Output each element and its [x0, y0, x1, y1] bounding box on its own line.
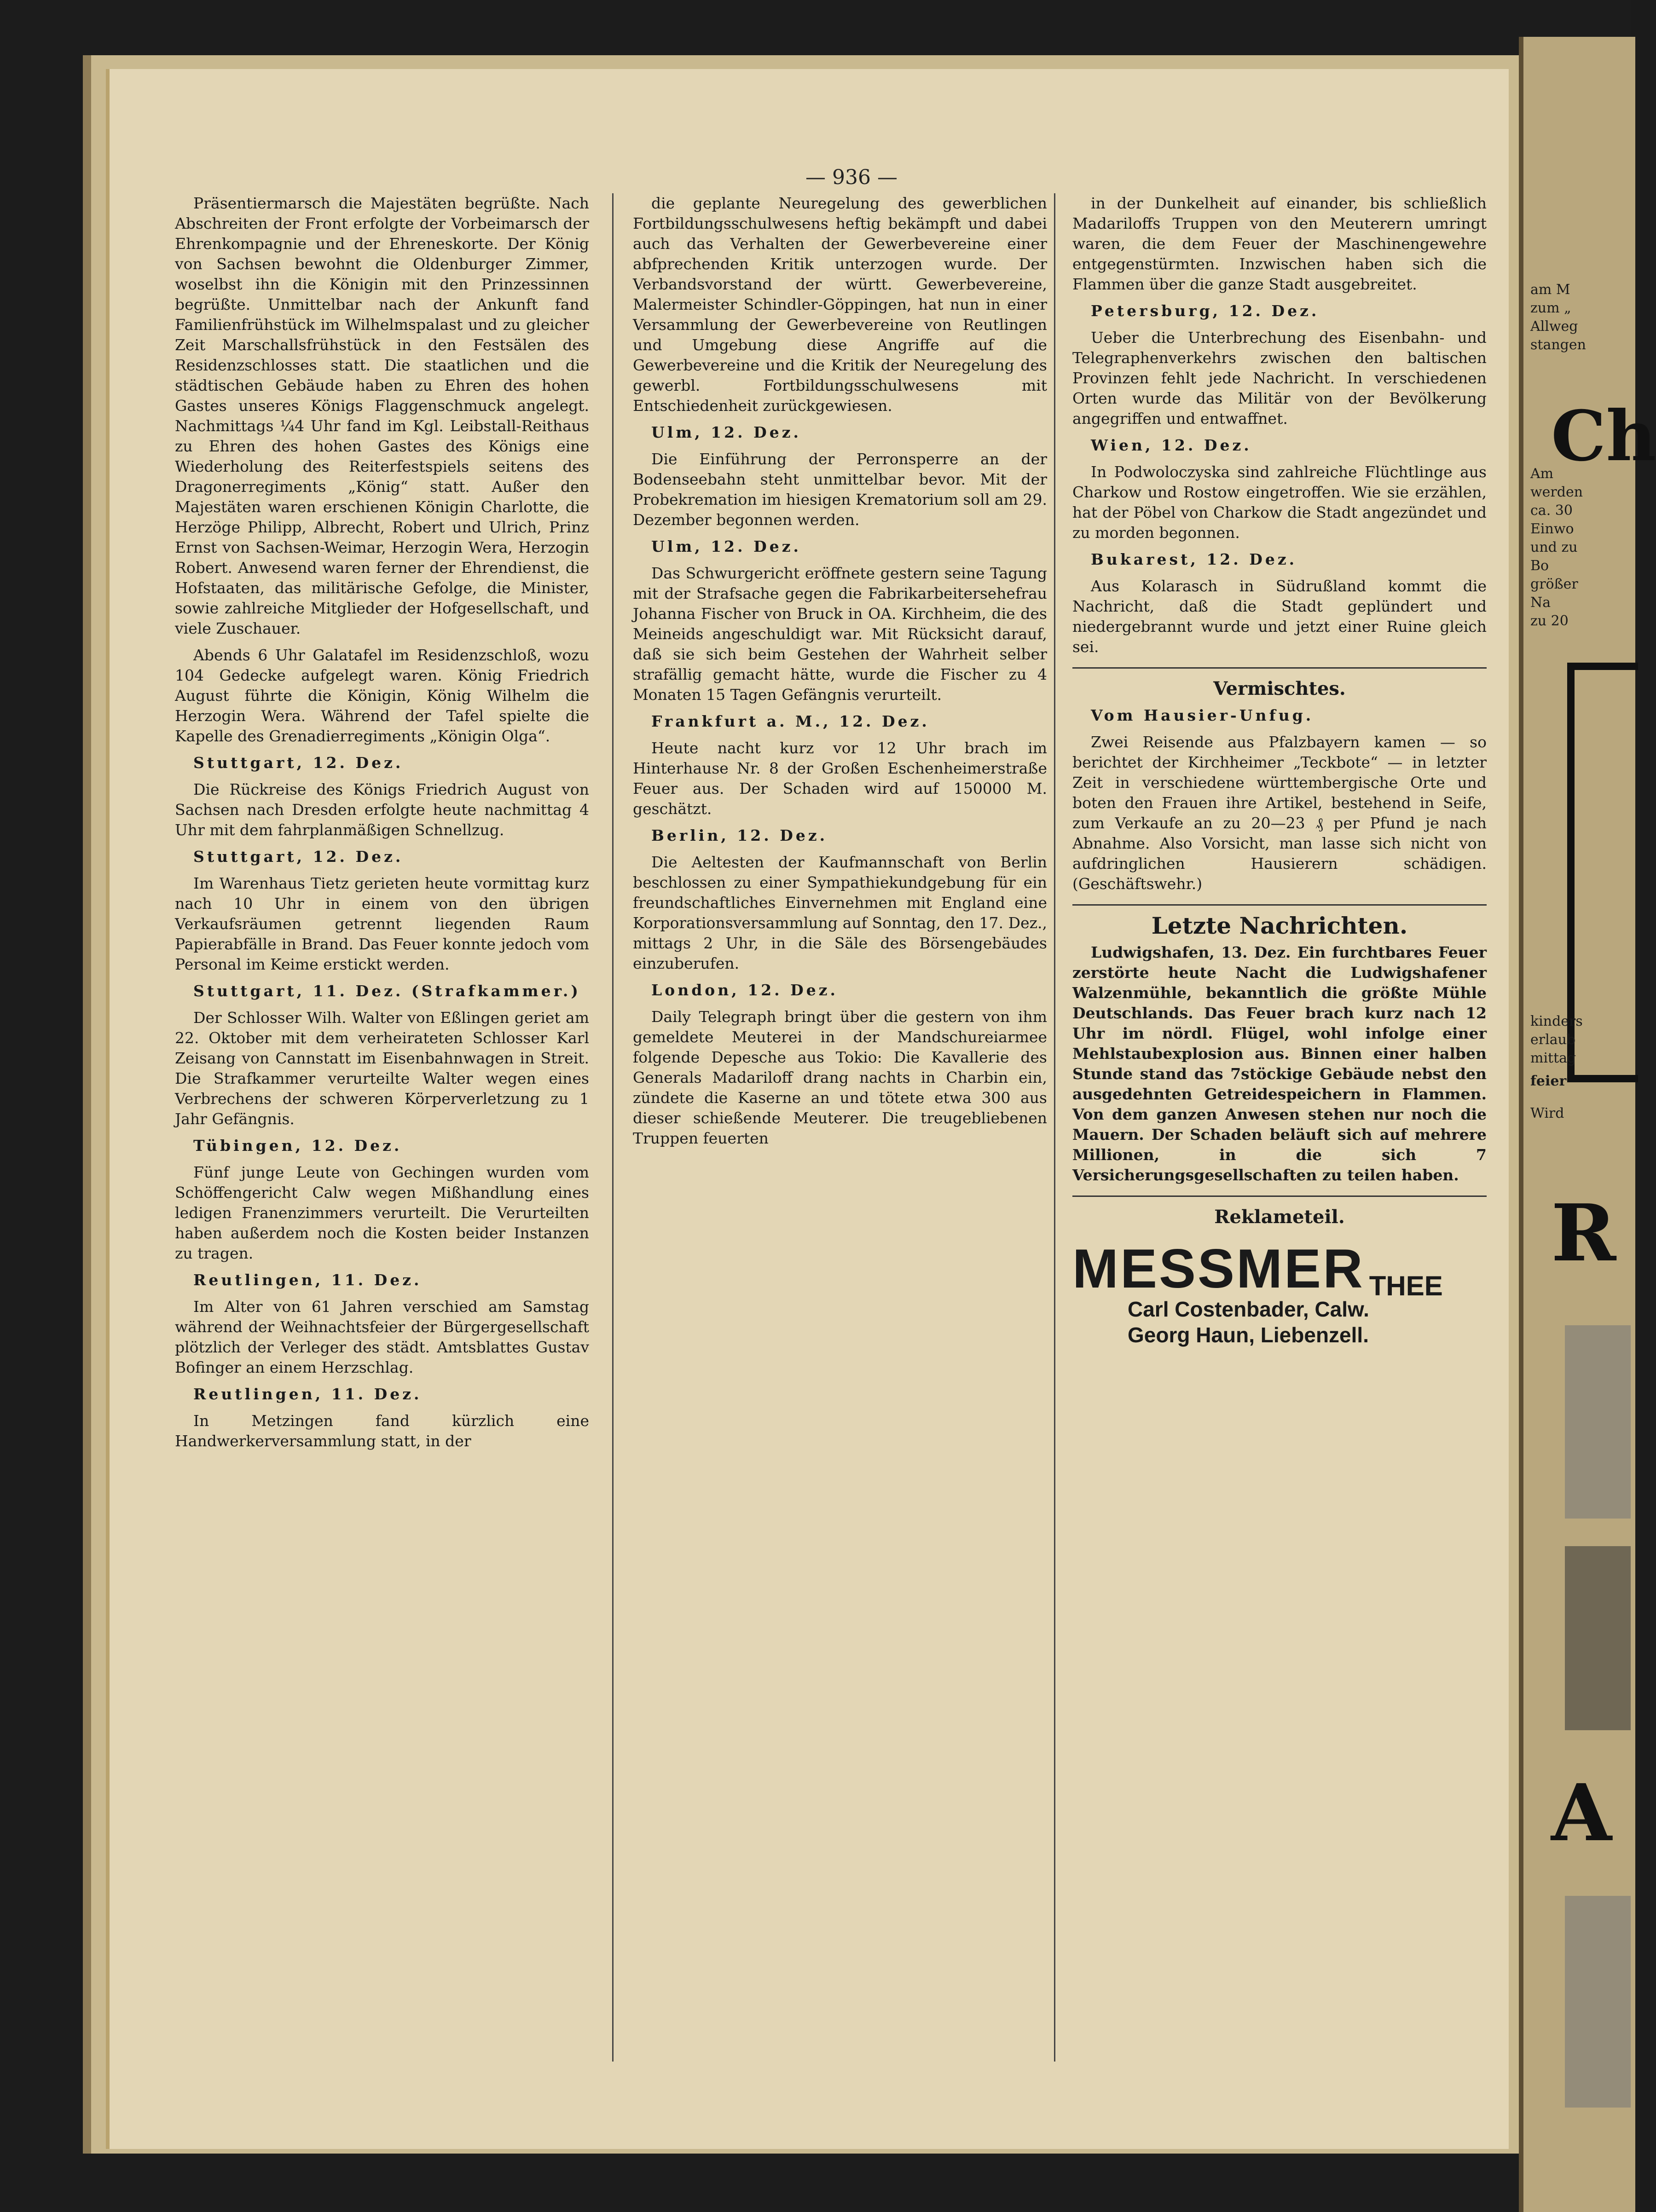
margin-big-letter: A — [1551, 1767, 1612, 1859]
article-paragraph: In Podwoloczyska sind zahlreiche Flüchtlinge aus Charkow und Rostow eingetroffen. Wie sie erzählen, hat der Pöbel von Charkow die Stadt angezündet und zu morden begonnen. — [1072, 463, 1487, 542]
article-paragraph: Die Einführung der Perronsperre an der Bodenseebahn steht unmittelbar bevor. Mit der Probekremation im hiesigen Krematorium soll am 29. Dezember begonnen werden. — [633, 450, 1047, 529]
article-dateline: Wien, 12. Dez. — [1091, 436, 1252, 454]
article-dateline: Vom Hausier-Unfug. — [1091, 706, 1314, 724]
section-divider — [1072, 1196, 1487, 1197]
ad-dealer-2: Georg Haun, Liebenzell. — [1128, 1323, 1369, 1347]
margin-snippet: größer — [1530, 576, 1578, 592]
margin-snippet: werden — [1530, 484, 1583, 500]
article-paragraph: Daily Telegraph bringt über die gestern von ihm gemeldete Meuterei in der Mandschureiarmee folgende Depesche aus Tokio: Die Kavallerie des Generals Madariloff drang nachts in Charbin ein, zündete die Kaserne an und tötete etwa 300 aus dieser schießende Meuterer. Die treugebliebenen Truppen feuerten — [633, 1008, 1047, 1147]
margin-snippet: und zu — [1530, 539, 1578, 555]
article-paragraph: In Metzingen fand kürzlich eine Handwerkerversammlung statt, in der — [175, 1412, 589, 1450]
article-paragraph: Die Aeltesten der Kaufmannschaft von Berlin beschlossen zu einer Sympathiekundgebung für ein freundschaftliches Einvernehmen mit England eine Korporationsversammlung auf Sonntag, den 17. Dez., mittags 2 Uhr, in die Säle des Börsengebäudes einzuberufen. — [633, 853, 1047, 972]
margin-snippet: kinders — [1530, 1013, 1583, 1029]
column-rule-1 — [612, 193, 614, 2062]
article-paragraph: Im Warenhaus Tietz gerieten heute vormittag kurz nach 10 Uhr in einem von den übrigen Verkaufsräumen getrennt liegenden Raum Papierabfälle in Brand. Das Feuer konnte jedoch vom Personal im Keime erstickt werden. — [175, 874, 589, 973]
margin-snippet: zu 20 — [1530, 613, 1569, 629]
article-paragraph: die geplante Neuregelung des gewerblichen Fortbildungsschulwesens heftig bekämpft und dabei auch das Verhalten der Gewerbevereine einer abfprechenden Kritik unterzogen wurde. Der Verbandsvorstand der württ. Gewerbevereine, Malermeister Schindler-Göppingen, hat nun in einer Versammlung der Gewerbevereine von Reutlingen und Umgebung diese Angriffe auf die Gewerbevereine und die Kritik der Neuregelung des gewerbl. Fortbildungsschulwesens mit Entschiedenheit zurückgewiesen. — [633, 194, 1047, 415]
iron-cross-illustration — [1565, 1546, 1631, 1730]
article-paragraph: Das Schwurgericht eröffnete gestern seine Tagung mit der Strafsache gegen die Fabrikarbeitersehefrau Johanna Fischer von Bruck in OA. Kirchheim, die des Meineids angeschuldigt war. Mit Rücksicht darauf, daß sie sich beim Gestehen der Wahrheit selber strafällig gemacht hätte, wurde die Fischer zu 4 Monaten 15 Tagen Gefängnis verurteilt. — [633, 564, 1047, 704]
ad-brand-suffix: THEE — [1369, 1271, 1443, 1301]
margin-big-letter: Ch — [1551, 396, 1656, 477]
margin-snippet: stangen — [1530, 337, 1586, 353]
article-paragraph: Aus Kolarasch in Südrußland kommt die Nachricht, daß die Stadt geplündert und niedergebrannt wurde und jetzt einer Ruine gleich sei. — [1072, 577, 1487, 656]
margin-snippet: erlaub — [1530, 1032, 1576, 1048]
article-paragraph: Heute nacht kurz vor 12 Uhr brach im Hinterhause Nr. 8 der Großen Eschenheimerstraße Feuer aus. Der Schaden wird auf 150000 M. geschätzt. — [633, 739, 1047, 818]
section-divider — [1072, 667, 1487, 669]
article-paragraph: Im Alter von 61 Jahren verschied am Samstag während der Weihnachtsfeier der Bürgergesellschaft plötzlich der Verleger des städt. Amtsblattes Gustav Bofinger an einem Herzschlag. — [175, 1298, 589, 1376]
margin-snippet: Einwo — [1530, 521, 1574, 537]
column-rule-2 — [1054, 193, 1055, 2062]
column-2 — [633, 193, 1047, 1155]
article-dateline: Bukarest, 12. Dez. — [1091, 550, 1297, 568]
article-paragraph: Ueber die Unterbrechung des Eisenbahn- und Telegraphenverkehrs zwischen den baltischen Provinzen fehlt jede Nachricht. In verschiedenen Orten wurde das Militär von der Bevölkerung angegriffen und entwaffnet. — [1072, 329, 1487, 427]
adjacent-page — [1519, 37, 1635, 2212]
messmer-advertisement — [1072, 1238, 1487, 1348]
article-dateline: Stuttgart, 11. Dez. (Strafkammer.) — [193, 982, 581, 1000]
article-paragraph: Die Rückreise des Königs Friedrich August von Sachsen nach Dresden erfolgte heute nachmittag 4 Uhr mit dem fahrplanmäßigen Schnellzug. — [175, 780, 589, 839]
margin-big-letter: R — [1551, 1187, 1616, 1279]
margin-snippet: Allweg — [1530, 318, 1578, 335]
margin-snippet: zum „ — [1530, 300, 1571, 316]
ad-dealer-1: Carl Costenbader, Calw. — [1128, 1297, 1369, 1321]
section-divider — [1072, 904, 1487, 906]
article-dateline: Ulm, 12. Dez. — [651, 423, 801, 441]
margin-snippet: am M — [1530, 282, 1570, 298]
article-dateline: Berlin, 12. Dez. — [651, 826, 828, 844]
ad-brand: MESSMER — [1072, 1238, 1365, 1299]
margin-snippet: Na — [1530, 595, 1551, 611]
article-paragraph: Zwei Reisende aus Pfalzbayern kamen — so berichtet der Kirchheimer „Teckbote“ — in letzter Zeit in verschiedene württembergische Orte und boten den Frauen ihre Artikel, bestehend in Seife, zum Verkaufe an zu 20—23 ₰ per Pfund je nach Abnahme. Also Vorsicht, man lasse sich nicht von aufdringlichen Hausierern schädigen. (Geschäftswehr.) — [1072, 733, 1487, 893]
article-paragraph: Fünf junge Leute von Gechingen wurden vom Schöffengericht Calw wegen Mißhandlung eines ledigen Franenzimmers verurteilt. Die Verurteilten haben außerdem noch die Kosten beider Instanzen zu tragen. — [175, 1163, 589, 1262]
margin-snippet: feier — [1530, 1073, 1567, 1089]
margin-snippet: Bo — [1530, 558, 1549, 574]
column-3 — [1072, 193, 1487, 1348]
article-paragraph: Präsentiermarsch die Majestäten begrüßte. Nach Abschreiten der Front erfolgte der Vorbeimarsch der Ehrenkompagnie und der Ehreneskorte. Der König von Sachsen bewohnt die Oldenburger Zimmer, woselbst ihn die Königin mit den Prinzessinnen begrüßte. Unmittelbar nach der Ankunft fand Familienfrühstück im Wilhelmspalast und zu gleicher Zeit Marschallsfrühstück in den Festsälen des Residenzschlosses statt. Die staatlichen und die städtischen Gebäude haben zu Ehren des hohen Gastes unseres Königs Flaggenschmuck angelegt. Nachmittags ¼4 Uhr fand im Kgl. Leibstall-Reithaus zu Ehren des hohen Gastes des Königs eine Wiederholung des Reiterfestspiels seitens des Dragonerregiments „König“ statt. Außer den Majestäten waren erschienen Königin Charlotte, die Herzöge Philipp, Albrecht, Robert und Ulrich, Prinz Ernst von Sachsen-Weimar, Herzogin Wera, Herzogin Robert. Anwesend waren ferner der Ehrendienst, die Hofstaaten, das militärische Gefolge, die Minister, sowie zahlreiche Mitglieder der Hofgesellschaft, und viele Zuschauer. — [175, 194, 589, 637]
article-dateline: Reutlingen, 11. Dez. — [193, 1385, 422, 1403]
bold-article-paragraph: Ludwigshafen, 13. Dez. Ein furchtbares Feuer zerstörte heute Nacht die Ludwigshafener Walzenmühle, bekanntlich die größte Mühle Deutschlands. Das Feuer brach kurz nach 12 Uhr im nördl. Flügel, wohl infolge einer Mehlstaubexplosion aus. Binnen einer halben Stunde stand das 7stöckige Gebäude nebst den ausgedehnten Getreidespeichern in Flammen. Von dem ganzen Anwesen stehen nur noch die Mauern. Der Schaden beläuft sich auf mehrere Millionen, in die sich 7 Versicherungsgesellschaften zu teilen haben. — [1072, 943, 1487, 1184]
article-dateline: Frankfurt a. M., 12. Dez. — [651, 712, 930, 730]
article-dateline: Stuttgart, 12. Dez. — [193, 848, 404, 866]
page-number: — 936 — — [805, 166, 897, 189]
margin-snippet: ca. 30 — [1530, 502, 1573, 519]
section-heading-large: Letzte Nachrichten. — [1151, 912, 1408, 939]
margin-illustration — [1565, 1325, 1631, 1519]
section-heading: Vermischtes. — [1213, 678, 1346, 699]
article-paragraph: in der Dunkelheit auf einander, bis schließlich Madariloffs Truppen von den Meuterern umringt waren, die dem Feuer der Maschinengewehre entgegenstürmten. Inzwischen haben sich die Flammen über die ganze Stadt ausgebreitet. — [1072, 194, 1487, 293]
margin-snippet: mittag — [1530, 1050, 1576, 1066]
margin-snippet: Wird — [1530, 1105, 1564, 1121]
article-paragraph: Abends 6 Uhr Galatafel im Residenzschloß, wozu 104 Gedecke aufgelegt waren. König Friedrich August führte die Königin, König Wilhelm die Herzogin Wera. Während der Tafel spielte die Kapelle des Grenadierregiments „Königin Olga“. — [175, 646, 589, 745]
column-1 — [175, 193, 589, 1458]
article-paragraph: Der Schlosser Wilh. Walter von Eßlingen geriet am 22. Oktober mit dem verheirateten Schlosser Karl Zeisang von Cannstatt im Eisenbahnwagen in Streit. Die Strafkammer verurteilte Walter wegen eines Verbrechens der schweren Körperverletzung zu 1 Jahr Gefängnis. — [175, 1009, 589, 1128]
article-dateline: Tübingen, 12. Dez. — [193, 1137, 402, 1155]
article-dateline: London, 12. Dez. — [651, 981, 839, 999]
article-dateline: Petersburg, 12. Dez. — [1091, 302, 1320, 320]
article-dateline: Stuttgart, 12. Dez. — [193, 754, 404, 772]
article-dateline: Ulm, 12. Dez. — [651, 537, 801, 555]
section-heading: Reklameteil. — [1214, 1206, 1345, 1228]
margin-snippet: Am — [1530, 466, 1554, 482]
article-dateline: Reutlingen, 11. Dez. — [193, 1271, 422, 1289]
margin-illustration — [1565, 1896, 1631, 2108]
